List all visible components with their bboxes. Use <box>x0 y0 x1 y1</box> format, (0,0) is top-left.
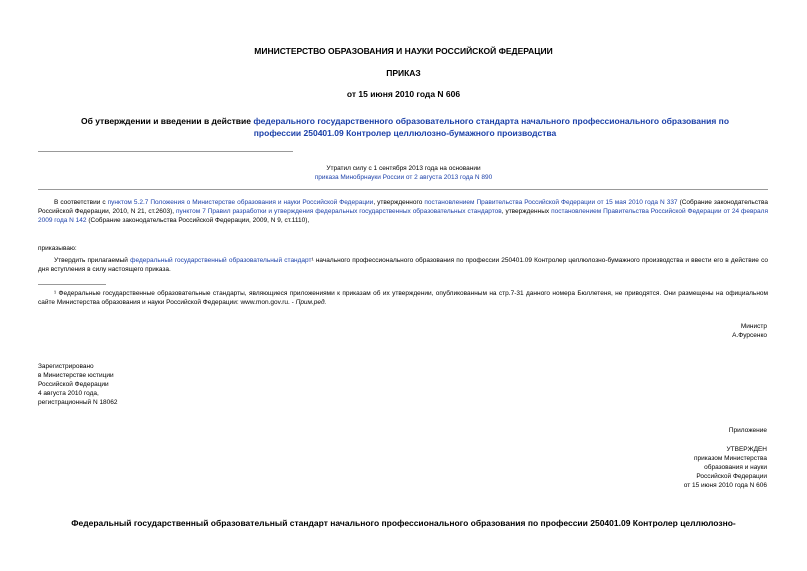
approved-line: Российской Федерации <box>696 473 767 480</box>
regulation-link[interactable]: пунктом 5.2.7 Положения о Министерстве образования и науки Российской Федерации <box>107 199 374 206</box>
title-divider <box>38 151 293 152</box>
doc-type-heading: ПРИКАЗ <box>386 68 421 78</box>
preamble-paragraph <box>38 198 768 225</box>
government-decree-337-link[interactable]: постановлением Правительства Российской Федерации от 15 мая 2010 года N 337 <box>424 199 678 206</box>
status-note-link[interactable]: приказа Минобрнауки России от 2 августа 2013 года N 890 <box>314 174 493 181</box>
approved-line: образования и науки <box>704 464 767 471</box>
ministry-heading: МИНИСТЕРСТВО ОБРАЗОВАНИЯ И НАУКИ РОССИЙСКОЙ ФЕДЕРАЦИИ <box>254 46 553 56</box>
preamble-text-3: (Собрание законодательства Российской Федерации, 2010, N 21, ст.2603), <box>38 199 769 215</box>
status-divider <box>38 189 768 190</box>
registration-line: 4 августа 2010 года, <box>38 390 99 397</box>
approved-line: от 15 июня 2010 года N 606 <box>683 482 767 489</box>
footnote-editor-note: Прим.ред. <box>295 299 327 306</box>
approved-block <box>600 445 767 490</box>
registration-line: регистрационный N 18062 <box>38 399 118 406</box>
registration-line: Зарегистрировано <box>38 363 94 370</box>
approve-paragraph <box>38 256 768 274</box>
order-word: приказываю: <box>38 245 77 252</box>
registration-block <box>38 362 238 407</box>
signature-name: А.Фурсенко <box>732 332 767 339</box>
title-standard-link[interactable]: федерального государственного образовательного стандарта начального профессионального образования по профессии 250401.09 Контролер целлюлозно-бумажного производства <box>253 116 730 138</box>
signature-block <box>600 322 767 340</box>
registration-line: Российской Федерации <box>38 381 109 388</box>
approve-text-1: Утвердить прилагаемый <box>54 257 131 264</box>
footnote-divider <box>38 284 106 285</box>
title-prefix: Об утверждении и введении в действие <box>80 116 254 126</box>
signature-position: Министр <box>740 323 767 330</box>
footnote-text: ¹ Федеральные государственные образовательные стандарты, являющиеся приложениями к приказам об их утверждении, опубликованным на стр.7-31 данного номера Бюллетеня, не приводятся. Они размещены на официальном сайте Министерства образования и науки Российской Федерации: www.mon.gov.ru. - <box>38 290 768 306</box>
preamble-text-4: , утвержденных <box>501 208 552 215</box>
doc-date-number: от 15 июня 2010 года N 606 <box>346 89 461 99</box>
standard-link[interactable]: федеральный государственный образовательный стандарт <box>130 257 312 264</box>
status-note-text: Утратил силу с 1 сентября 2013 года на основании <box>326 165 481 172</box>
approved-line: приказом Министерства <box>694 455 767 462</box>
registration-line: в Министерстве юстиции <box>38 372 114 379</box>
approve-text-2: ¹ начального профессионального образования по профессии 250401.09 Контролер целлюлозно-бумажного производства и ввести его в действие со дня вступления в силу настоящего приказа. <box>38 257 769 273</box>
government-decree-142-link[interactable]: постановлением Правительства Российской Федерации от 24 февраля 2009 года N 142 <box>38 208 768 224</box>
preamble-text-2: , утвержденного <box>373 199 425 206</box>
approved-word: УТВЕРЖДЕН <box>726 446 767 453</box>
rules-point-7-link[interactable]: пунктом 7 Правил разработки и утверждения федеральных государственных образовательных стандартов <box>176 208 502 215</box>
preamble-text-1: В соответствии с <box>54 199 108 206</box>
footnote <box>38 289 768 307</box>
appendix-label: Приложение <box>728 427 767 434</box>
document-title <box>60 115 750 139</box>
standard-title: Федеральный государственный образовательный стандарт начального профессионального образования по профессии 250401.09 Контролер целлюлозно- <box>71 518 736 528</box>
status-note <box>0 164 807 182</box>
preamble-text-5: (Собрание законодательства Российской Федерации, 2009, N 9, ст.1110), <box>86 217 310 224</box>
